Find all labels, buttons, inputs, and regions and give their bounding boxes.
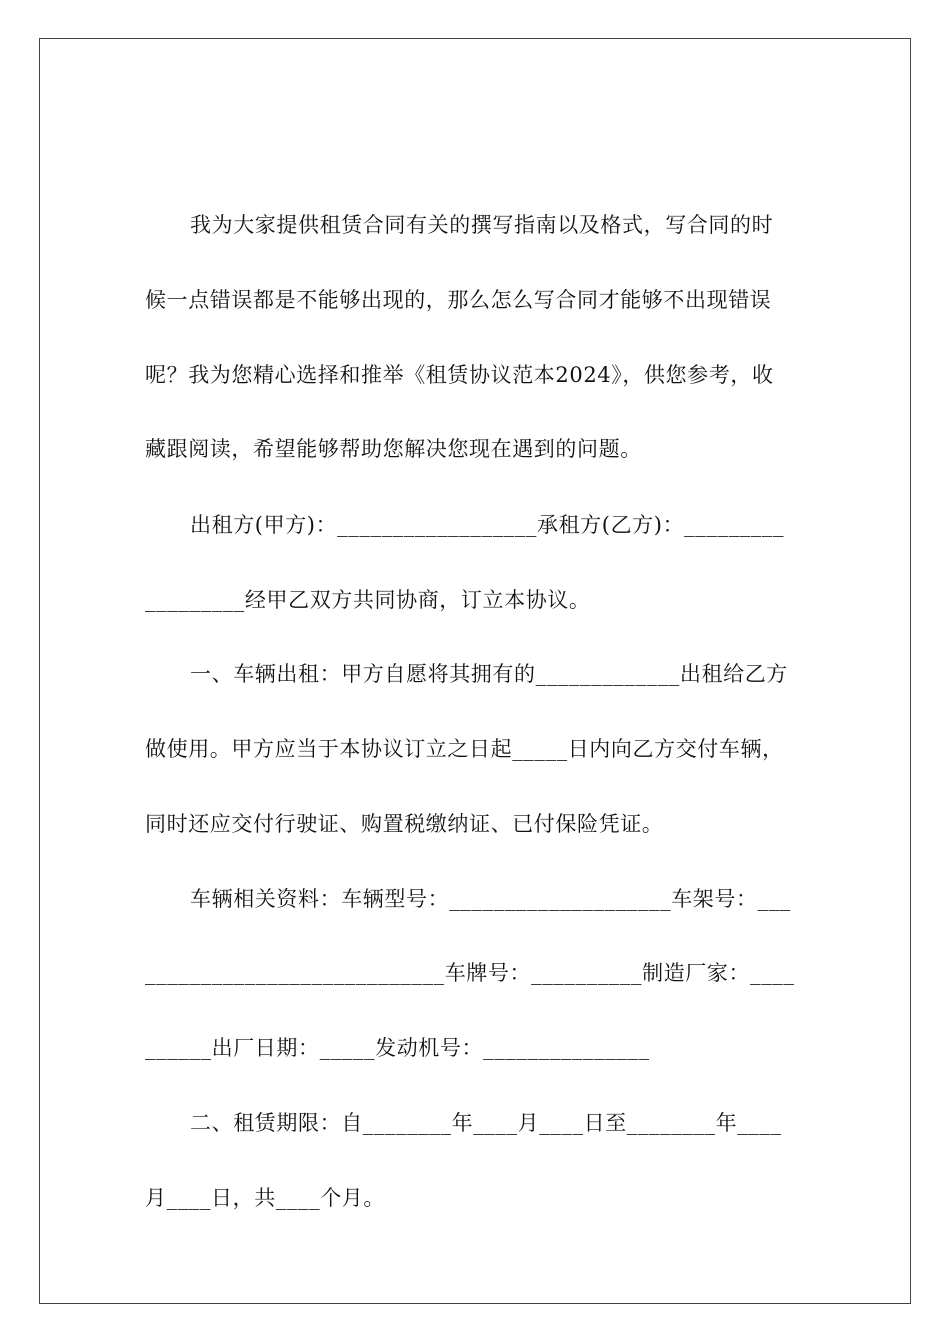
vehicle-info-line-3: ______出厂日期：_____发动机号：_______________ (145, 1036, 650, 1060)
parties-line-1: 出租方(甲方)：__________________承租方(乙方)：_________ (190, 513, 785, 537)
clause-1-line-3: 同时还应交付行驶证、购置税缴纳证、已付保险凭证。 (145, 812, 664, 836)
parties-line-2: _________经甲乙双方共同协商，订立本协议。 (145, 588, 591, 612)
intro-line-4: 藏跟阅读，希望能够帮助您解决您现在遇到的问题。 (145, 437, 642, 461)
intro-line-2: 候一点错误都是不能够出现的，那么怎么写合同才能够不出现错误 (145, 288, 772, 312)
clause-2-line-2: 月____日，共____个月。 (145, 1186, 385, 1210)
intro-line-3: 呢？我为您精心选择和推举《租赁协议范本2024》，供您参考，收 (145, 363, 774, 387)
clause-1-line-1: 一、车辆出租：甲方自愿将其拥有的_____________出租给乙方 (190, 662, 788, 686)
vehicle-info-line-2: ___________________________车牌号：__________制造厂家：____ (145, 961, 795, 985)
vehicle-info-line-1: 车辆相关资料：车辆型号：____________________车架号：___ (190, 887, 791, 911)
clause-1-line-2: 做使用。甲方应当于本协议订立之日起_____日内向乙方交付车辆， (145, 737, 784, 761)
intro-line-1: 我为大家提供租赁合同有关的撰写指南以及格式，写合同的时 (190, 213, 774, 237)
clause-2-line-1: 二、租赁期限：自________年____月____日至________年____ (190, 1111, 782, 1135)
